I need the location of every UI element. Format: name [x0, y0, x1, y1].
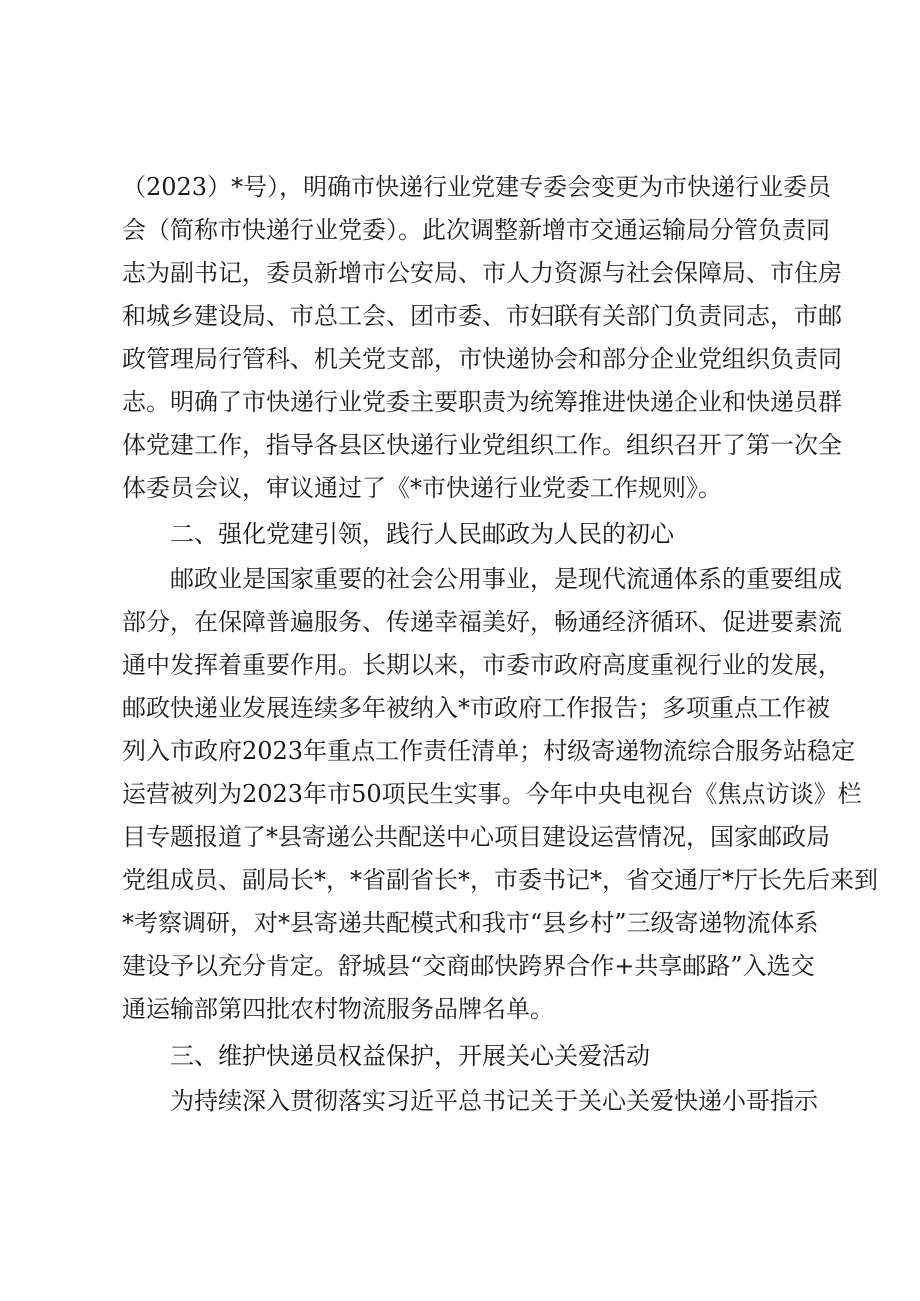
section-heading-2: 二、强化党建引领，践行人民邮政为人民的初心 — [170, 520, 674, 548]
paragraph-2-line-6: 运营被列为2023年市50项民生实事。今年中央电视台《焦点访谈》栏 — [122, 780, 862, 808]
paragraph-1-line-8: 体委员会议，审议通过了《*市快递行业党委工作规则》。 — [122, 474, 722, 502]
paragraph-1-line-3: 志为副书记，委员新增市公安局、市人力资源与社会保障局、市住房 — [122, 259, 842, 287]
paragraph-1-line-1: （2023）*号），明确市快递行业党建专委会变更为市快递行业委员 — [122, 173, 832, 201]
paragraph-2-line-10: 建设予以充分肯定。舒城县“交商邮快跨界合作+共享邮路”入选交 — [122, 952, 815, 980]
paragraph-1-line-6: 志。明确了市快递行业党委主要职责为统筹推进快递企业和快递员群 — [122, 388, 842, 416]
paragraph-3-line-1: 为持续深入贯彻落实习近平总书记关于关心关爱快递小哥指示 — [170, 1087, 818, 1115]
paragraph-2-line-9: *考察调研，对*县寄递共配模式和我市“县乡村”三级寄递物流体系 — [122, 909, 819, 937]
paragraph-2-line-5: 列入市政府2023年重点工作责任清单；村级寄递物流综合服务站稳定 — [122, 737, 856, 765]
paragraph-1-line-5: 政管理局行管科、机关党支部，市快递协会和部分企业党组织负责同 — [122, 345, 842, 373]
paragraph-2-line-4: 邮政快递业发展连续多年被纳入*市政府工作报告；多项重点工作被 — [122, 694, 830, 722]
paragraph-2-line-2: 部分，在保障普遍服务、传递幸福美好，畅通经济循环、促进要素流 — [122, 608, 842, 636]
paragraph-1-line-2: 会（简称市快递行业党委）。此次调整新增市交通运输局分管负责同 — [122, 216, 830, 244]
paragraph-2-line-3: 通中发挥着重要作用。长期以来，市委市政府高度重视行业的发展， — [122, 651, 842, 679]
paragraph-2-line-7: 目专题报道了*县寄递公共配送中心项目建设运营情况，国家邮政局 — [122, 823, 830, 851]
section-heading-3: 三、维护快递员权益保护，开展关心关爱活动 — [170, 1042, 650, 1070]
paragraph-1-line-7: 体党建工作，指导各县区快递行业党组织工作。组织召开了第一次全 — [122, 431, 842, 459]
paragraph-2-line-8: 党组成员、副局长*，*省副省长*，市委书记*，省交通厅*厅长先后来到 — [122, 866, 878, 894]
paragraph-2-line-1: 邮政业是国家重要的社会公用事业，是现代流通体系的重要组成 — [170, 565, 842, 593]
paragraph-1-line-4: 和城乡建设局、市总工会、团市委、市妇联有关部门负责同志，市邮 — [122, 302, 842, 330]
paragraph-2-line-11: 通运输部第四批农村物流服务品牌名单。 — [122, 995, 554, 1023]
